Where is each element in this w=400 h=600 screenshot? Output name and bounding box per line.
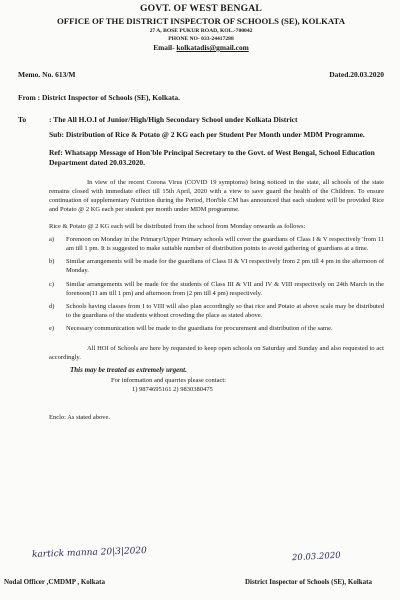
signature-footer — [4, 578, 382, 586]
list-text: Similar arrangements will be made for the guardians of Class II & VI respectively from 2 pm till 4 pm in the afternoon of Monday. — [66, 258, 384, 275]
list-item — [49, 303, 384, 321]
email-link[interactable]: kolkatadis@gmail.com — [176, 43, 249, 52]
to-recipients: : The All H.O.I of Junior/High/High Secondary School under Kolkata District — [49, 115, 298, 124]
list-marker: c) — [49, 280, 55, 288]
email-label: Email- — [153, 43, 175, 52]
body-paragraph-3: All HOI of Schools are here by requested to keep open schools on Saturday and Sunday and also requested to act accordingly. — [49, 345, 384, 362]
nodal-officer-title: Nodal Officer ,CMDMP , Kolkata — [4, 578, 105, 586]
to-label: To — [18, 115, 27, 124]
contact-phones: 1) 9874695161 2) 9830380475 — [132, 386, 213, 393]
office-title: OFFICE OF THE DISTRICT INSPECTOR OF SCHOOLS (SE), KOLKATA — [57, 16, 345, 26]
list-item — [49, 236, 384, 254]
list-text: Forenoon on Monday in the Primary/Upper Primary schools will cover the guardians of Class I & V respectively 'from 11 am till 1 pm. It is suggested to make suitable number of distribution points to avoid gathering of guardians at a time. — [66, 236, 384, 252]
memo-number: Memo. No. 613/M — [18, 70, 76, 79]
list-item — [49, 325, 384, 334]
list-marker: e) — [49, 325, 55, 333]
list-text: Similar arrangements will be made for the students of Class III & VII and IV & VIII respectively on 24th March in the forenoon(11 am till 1 pm) and afternoon from (2 pm till 4 pm) respectively. — [66, 280, 384, 297]
right-signature: 20.03.2020 — [291, 550, 341, 564]
memo-row — [18, 70, 384, 79]
from-line: From : District Inspector of Schools (SE), Kolkata. — [18, 93, 181, 102]
office-address: 27 A, BOSE PUKUR ROAD, KOL.-700042 — [149, 28, 253, 34]
list-item — [49, 281, 384, 299]
contact-info: For information and quarries please contact: — [111, 377, 226, 384]
enclosure-line: Enclo: As stated above. — [49, 414, 111, 421]
list-text: Schools having classes from I to VIII will also plan accordingly so that rice and Potato at above scale may be distributed to the guardians of the students without crowding the place as stated above. — [66, 302, 384, 319]
subject-line: Sub: Distribution of Rice & Potato @ 2 KG each per Student Per Month under MDM Programme. — [49, 130, 365, 139]
left-signature: kartick manna 20|3|2020 — [31, 545, 147, 561]
body-paragraph-2: Rice & Potato @ 2 KG each will be distributed from the school from Monday onwards as follows: — [49, 222, 306, 230]
govt-title: GOVT. OF WEST BENGAL — [140, 3, 262, 14]
list-marker: a) — [49, 236, 55, 244]
list-item — [49, 258, 384, 276]
office-phone: PHONE NO- 033-24417288 — [168, 36, 234, 42]
list-marker: d) — [49, 302, 55, 310]
reference-line: Ref: Whatsapp Message of Hon'ble Principal Secretary to the Govt. of West Bengal, School Education Department dated 20.03.2020. — [49, 148, 375, 167]
list-text: Necessary communication will be made to the guardians for procurement and distribution of the same. — [66, 325, 333, 333]
urgent-note: This may be treated as extremely urgent. — [70, 366, 187, 374]
memo-date: Dated.20.03.2020 — [329, 70, 384, 79]
body-paragraph-1: In view of the recent Corona Virus (COVID 19 symptoms) being noticed in the state, all schools of the state remains closed with immediate effect till 15th April, 2020 with a view to save guard the health of the Children. To ensure continuation of supplementary Nutrition during the Period, Hon'ble CM has announced that each student will be provided Rice and Potato @ 2 KG each per student per month under MDM programme. — [49, 179, 384, 213]
to-line — [18, 115, 384, 124]
list-marker: b) — [49, 258, 55, 266]
distribution-list — [49, 236, 384, 334]
district-inspector-title: District Inspector of Schools (SE), Kolkata — [244, 578, 372, 586]
letterhead — [18, 0, 384, 53]
office-email-line — [18, 43, 384, 53]
